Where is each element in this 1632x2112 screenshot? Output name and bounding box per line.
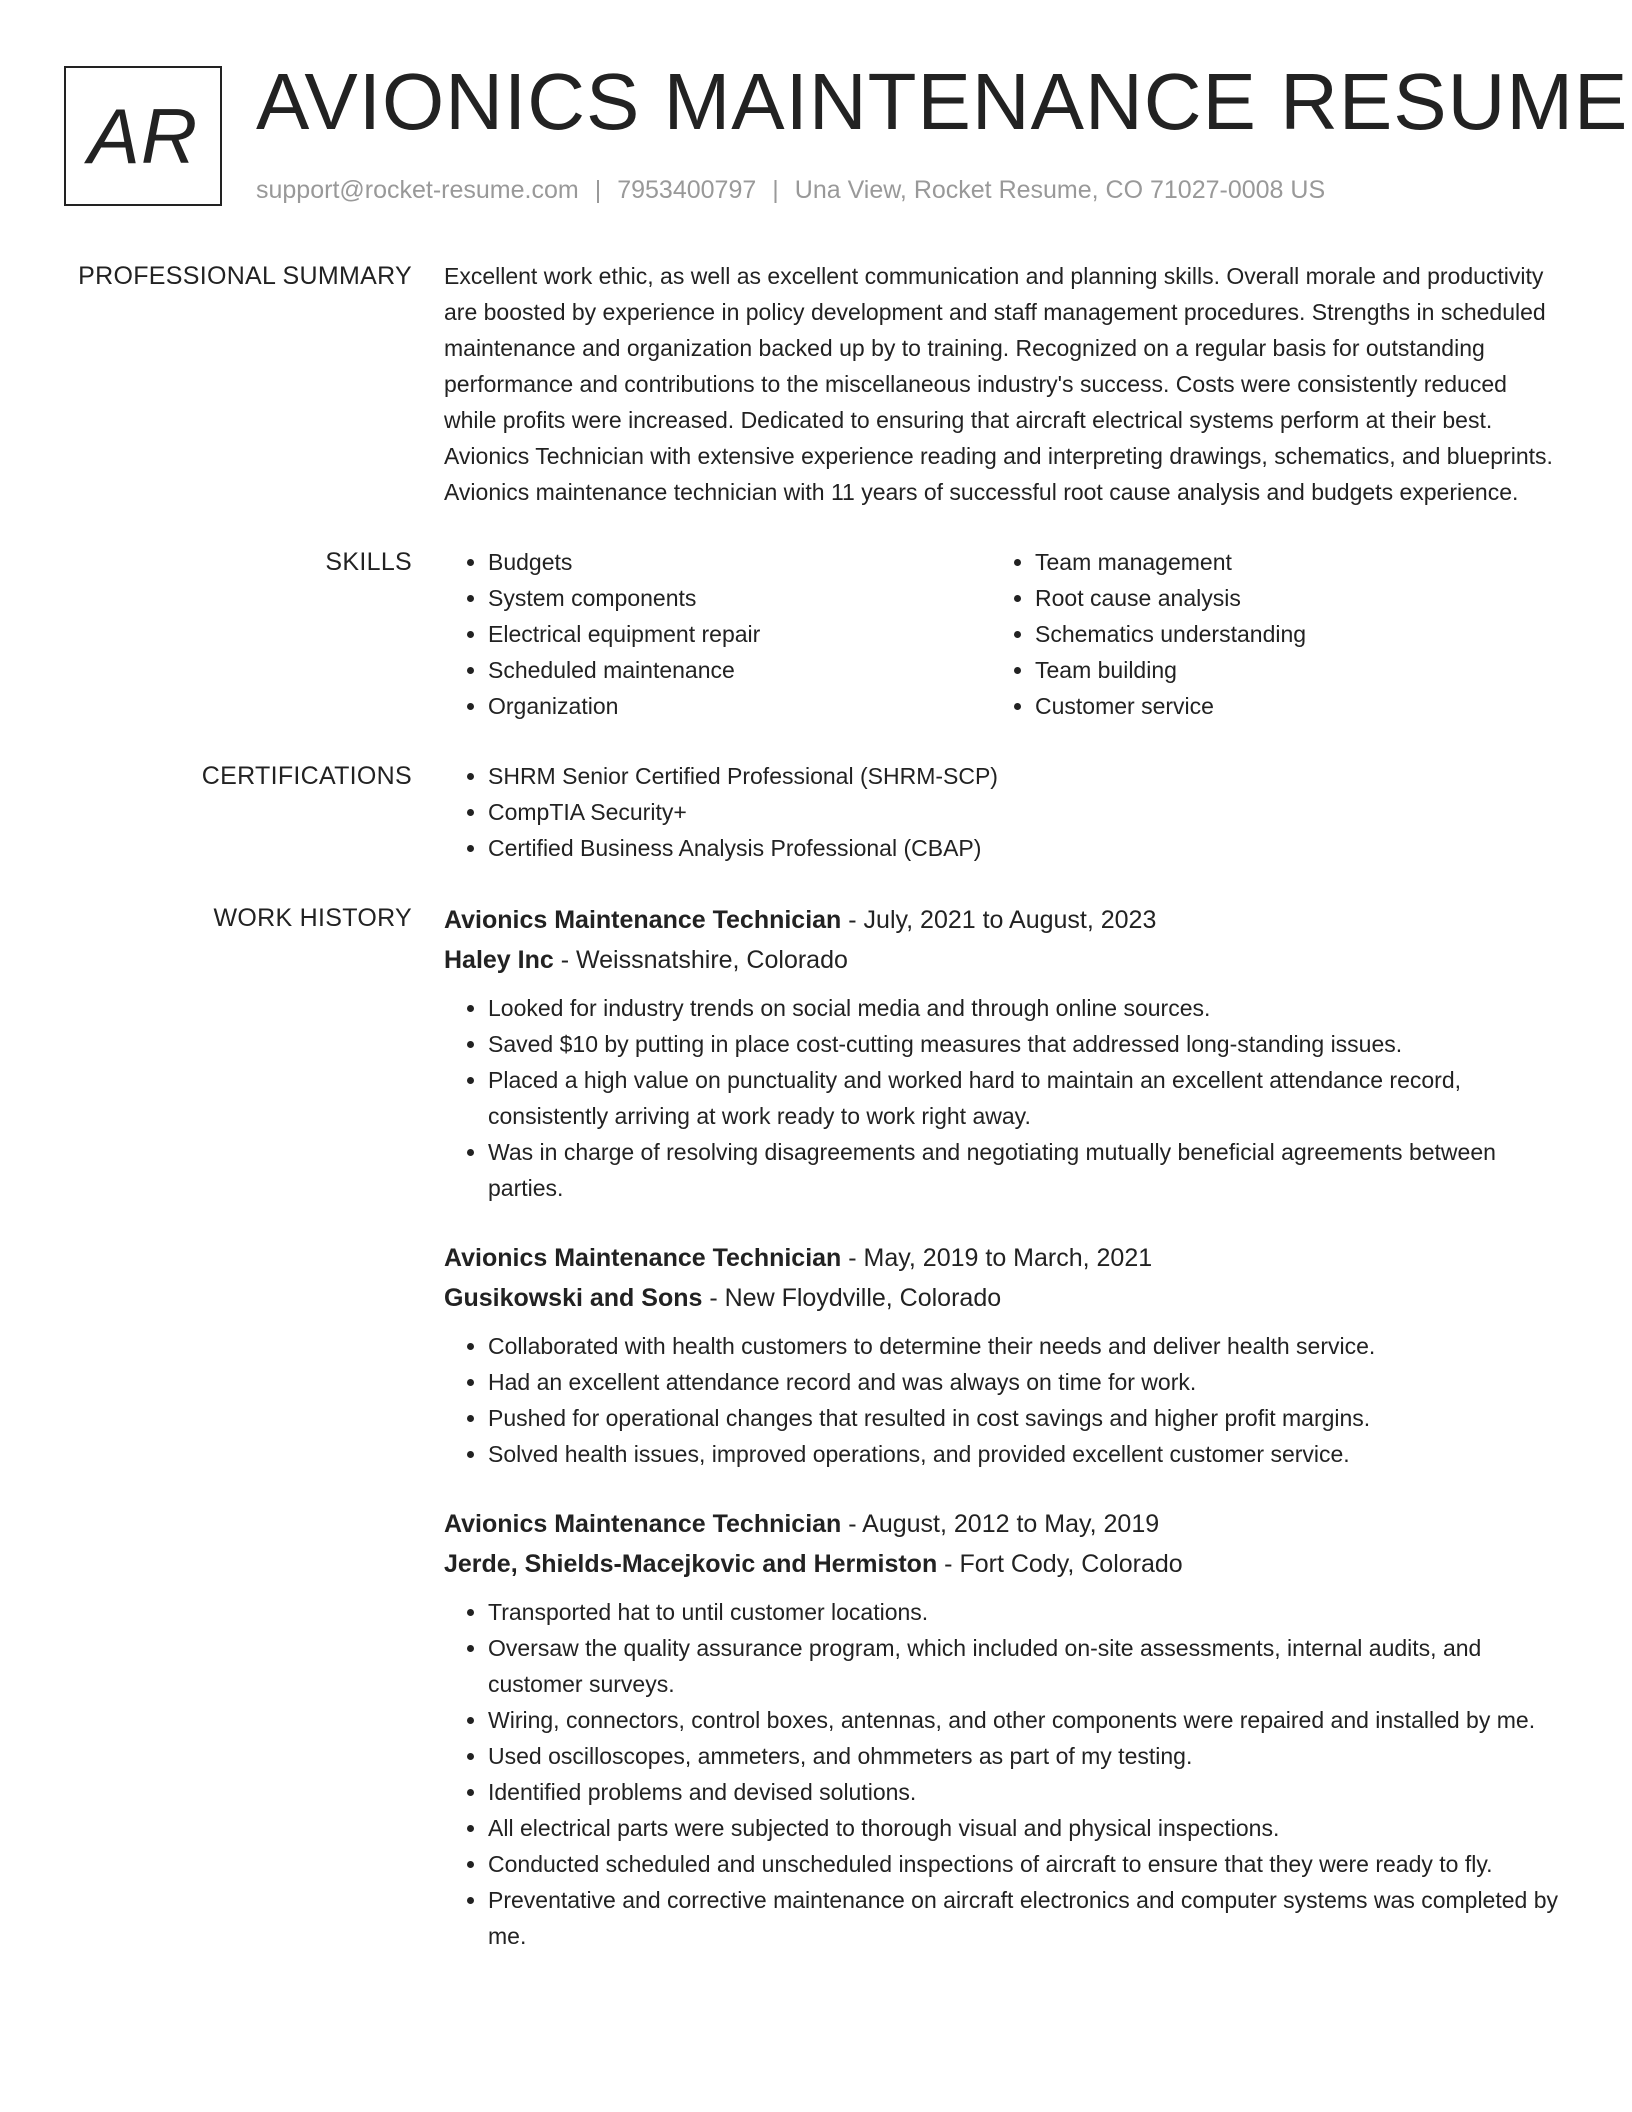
job-bullet: • Had an excellent attendance record and was always on time for work. (488, 1364, 1558, 1400)
job-company: Haley Inc (444, 946, 554, 974)
resume-content (0, 258, 1632, 2020)
job-bullet: • All electrical parts were subjected to thorough visual and physical inspections. (488, 1810, 1558, 1846)
job-dash: - (702, 1284, 725, 1312)
job-location: Weissnatshire, Colorado (576, 946, 848, 974)
job-title: Avionics Maintenance Technician (444, 906, 842, 934)
certifications-list (444, 758, 1558, 866)
contact-separator: | (772, 176, 779, 204)
job-bullet: • Used oscilloscopes, ammeters, and ohmmeters as part of my testing. (488, 1738, 1558, 1774)
job-dates: July, 2021 to August, 2023 (863, 906, 1157, 934)
skill-item: • Electrical equipment repair (488, 616, 991, 652)
job-company-line (444, 1278, 1558, 1318)
job-title: Avionics Maintenance Technician (444, 1244, 842, 1272)
contact-line (256, 174, 1325, 206)
job-bullet: • Preventative and corrective maintenance on aircraft electronics and computer systems was completed by me. (488, 1882, 1558, 1954)
job-bullet: • Solved health issues, improved operations, and provided excellent customer service. (488, 1436, 1558, 1472)
job-dash: - (841, 906, 864, 934)
summary-section (0, 258, 1632, 510)
contact-phone: 7953400797 (617, 176, 757, 204)
job-bullet: • Pushed for operational changes that resulted in cost savings and higher profit margins. (488, 1400, 1558, 1436)
job-dates: August, 2012 to May, 2019 (862, 1510, 1160, 1538)
job-bullet: • Saved $10 by putting in place cost-cutting measures that addressed long-standing issues. (488, 1026, 1558, 1062)
summary-heading: PROFESSIONAL SUMMARY (78, 262, 412, 290)
job-bullet: • Conducted scheduled and unscheduled inspections of aircraft to ensure that they were ready to fly. (488, 1846, 1558, 1882)
job-dash: - (841, 1244, 864, 1272)
job-title-line (444, 1238, 1558, 1278)
skills-section (0, 544, 1632, 724)
job-location: Fort Cody, Colorado (959, 1550, 1183, 1578)
job-bullet: • Wiring, connectors, control boxes, antennas, and other components were repaired and installed by me. (488, 1702, 1558, 1738)
skills-list-right (991, 544, 1538, 724)
work-history-heading: WORK HISTORY (213, 904, 412, 932)
job-bullet: • Identified problems and devised solutions. (488, 1774, 1558, 1810)
job-entry (444, 900, 1558, 1206)
job-title-line (444, 1504, 1558, 1544)
skill-item: • Team building (1035, 652, 1538, 688)
job-company: Gusikowski and Sons (444, 1284, 703, 1312)
job-title-line (444, 900, 1558, 940)
summary-text: Excellent work ethic, as well as excellent communication and planning skills. Overall morale and productivity are boosted by experience in policy development and staff management procedures. Strengths in scheduled maintenance and organization backed up by to training. Recognized on a regular basis for outstanding performance and contributions to the miscellaneous industry's success. Costs were consistently reduced while profits were increased. Dedicated to ensuring that aircraft electrical systems perform at their best. Avionics Technician with extensive experience reading and interpreting drawings, schematics, and blueprints. Avionics maintenance technician with 11 years of successful root cause analysis and budgets experience. (444, 263, 1553, 505)
job-bullet: • Was in charge of resolving disagreements and negotiating mutually beneficial agreements between parties. (488, 1134, 1558, 1206)
job-entry (444, 1238, 1558, 1472)
job-bullet: • Collaborated with health customers to determine their needs and deliver health service. (488, 1328, 1558, 1364)
job-bullet: • Placed a high value on punctuality and worked hard to maintain an excellent attendance record, consistently arriving at work ready to work right away. (488, 1062, 1558, 1134)
contact-email: support@rocket-resume.com (256, 176, 579, 204)
job-dash: - (553, 946, 576, 974)
certification-item: • SHRM Senior Certified Professional (SHRM-SCP) (488, 758, 1558, 794)
job-company-line (444, 1544, 1558, 1584)
certifications-section (0, 758, 1632, 866)
skill-item: • Organization (488, 688, 991, 724)
contact-address: Una View, Rocket Resume, CO 71027-0008 US (794, 176, 1326, 204)
skill-item: • Customer service (1035, 688, 1538, 724)
job-dash: - (841, 1510, 863, 1538)
job-bullets (444, 1594, 1558, 1954)
certification-item: • CompTIA Security+ (488, 794, 1558, 830)
job-bullet: • Oversaw the quality assurance program, which included on-site assessments, internal audits, and customer surveys. (488, 1630, 1558, 1702)
job-bullet: • Transported hat to until customer locations. (488, 1594, 1558, 1630)
job-title: Avionics Maintenance Technician (444, 1510, 842, 1538)
skill-item: • Schematics understanding (1035, 616, 1538, 652)
contact-separator: | (594, 176, 602, 204)
skill-item: • System components (488, 580, 991, 616)
certifications-heading: CERTIFICATIONS (201, 762, 412, 790)
job-dates: May, 2019 to March, 2021 (863, 1244, 1153, 1272)
job-location: New Floydville, Colorado (724, 1284, 1002, 1312)
job-company-line (444, 940, 1558, 980)
job-company: Jerde, Shields-Macejkovic and Hermiston (444, 1550, 938, 1578)
work-history-section (0, 900, 1632, 1986)
skill-item: • Budgets (488, 544, 991, 580)
job-bullets (444, 1328, 1558, 1472)
resume-title: AVIONICS MAINTENANCE RESUME (256, 57, 1629, 146)
job-bullets (444, 990, 1558, 1206)
skill-item: • Team management (1035, 544, 1538, 580)
job-dash: - (937, 1550, 960, 1578)
skill-item: • Scheduled maintenance (488, 652, 991, 688)
skills-heading: SKILLS (325, 548, 412, 576)
skills-list-left (444, 544, 991, 724)
skill-item: • Root cause analysis (1035, 580, 1538, 616)
certification-item: • Certified Business Analysis Professional (CBAP) (488, 830, 1558, 866)
job-bullet: • Looked for industry trends on social media and through online sources. (488, 990, 1558, 1026)
monogram-badge: AR (64, 66, 222, 206)
job-entry (444, 1504, 1558, 1954)
